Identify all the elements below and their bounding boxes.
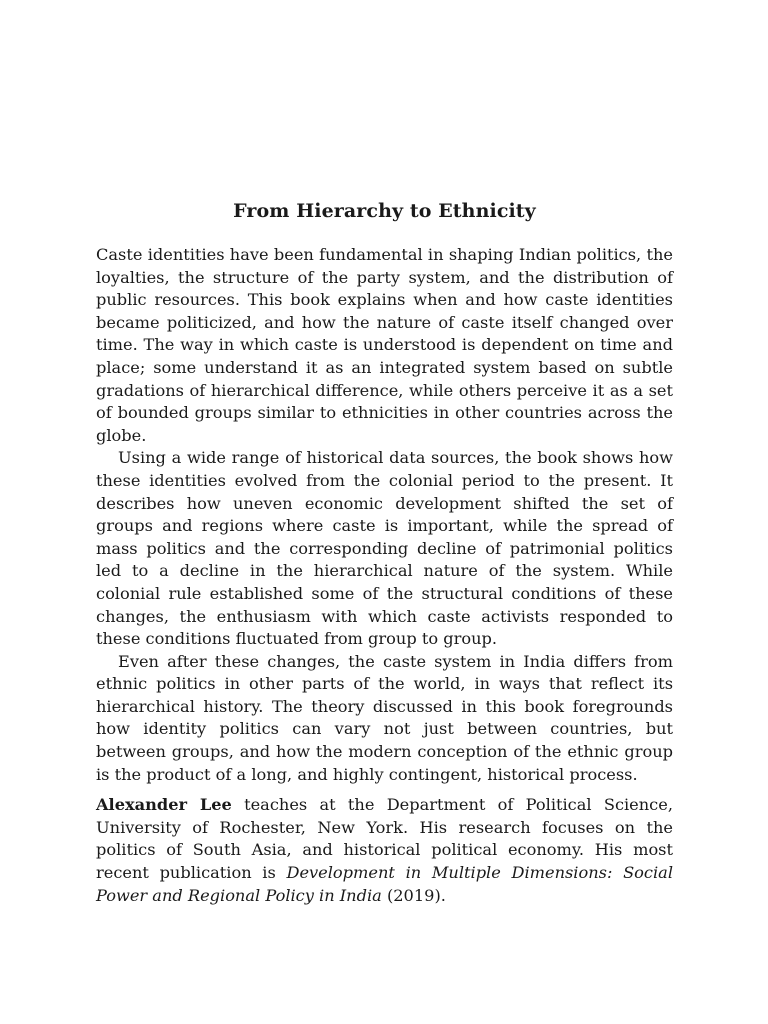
author-name: Alexander Lee [96, 795, 232, 815]
author-bio-text: teaches at the Department of Political Science, University of Rochester, New York. His research focuses on the politics of South Asia, and historical political economy. His most recent publication is [96, 795, 673, 883]
publication-year: (2019). [381, 885, 446, 905]
book-description-page [96, 200, 673, 907]
paragraph-3: Even after these changes, the caste system in India differs from ethnic politics in other parts of the world, in ways that reflect its hierarchical history. The theory discussed in this book foregrounds how identity politics can vary not just between countries, but between groups, and how the modern conception of the ethnic group is the product of a long, and highly contingent, historical process. [96, 651, 673, 784]
author-bio [96, 794, 673, 907]
page-title: From Hierarchy to Ethnicity [233, 200, 536, 222]
recent-publication-title: Development in Multiple Dimensions: Social Power and Regional Policy in India [96, 863, 673, 905]
paragraph-1: Caste identities have been fundamental in shaping Indian politics, the loyalties, the structure of the party system, and the distribution of public resources. This book explains when and how caste identities became politicized, and how the nature of caste itself changed over time. The way in which caste is understood is dependent on time and place; some understand it as an integrated system based on subtle gradations of hierarchical difference, while others perceive it as a set of bounded groups similar to ethnicities in other countries across the globe. [96, 245, 673, 445]
paragraph-2: Using a wide range of historical data sources, the book shows how these identities evolved from the colonial period to the present. It describes how uneven economic development shifted the set of groups and regions where caste is important, while the spread of mass politics and the corresponding decline of patrimonial politics led to a decline in the hierarchical nature of the system. While colonial rule established some of the structural conditions of these changes, the enthusiasm with which caste activists responded to these conditions fluctuated from group to group. [96, 448, 673, 649]
